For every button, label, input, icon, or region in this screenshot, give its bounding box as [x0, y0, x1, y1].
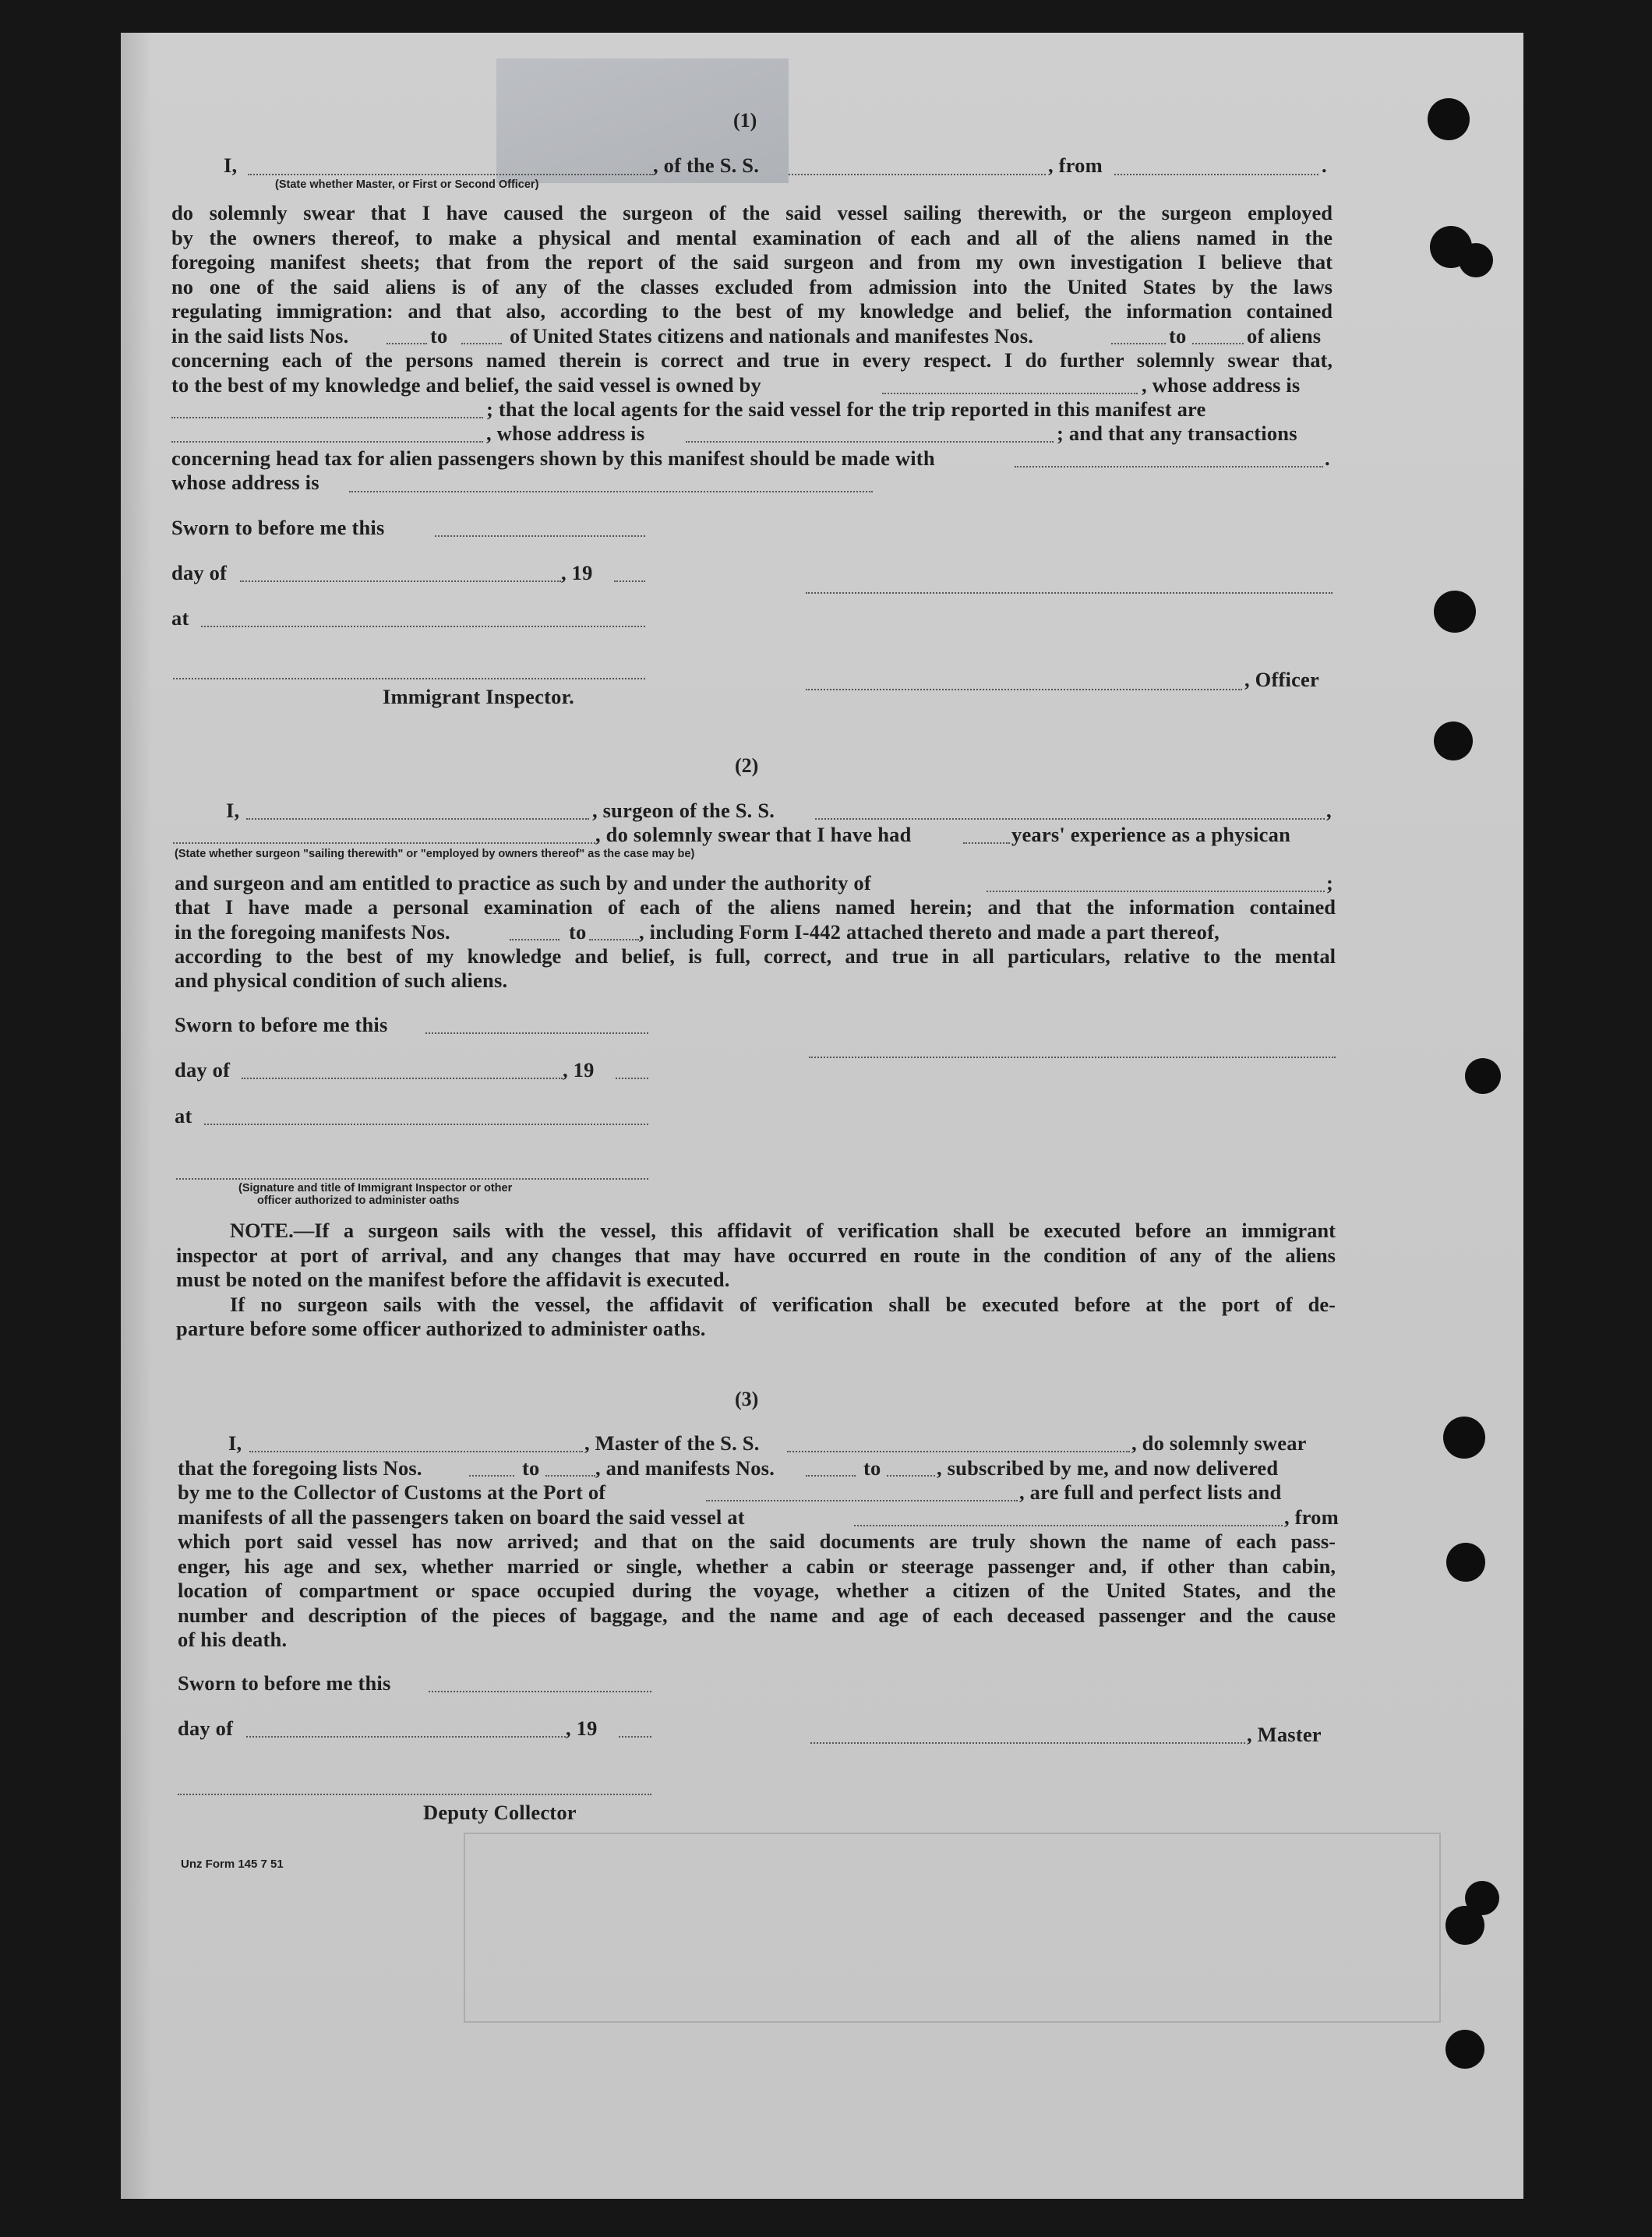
s3-master-signature-field[interactable]	[810, 1742, 1245, 1744]
s3-vessel-field[interactable]	[787, 1451, 1130, 1452]
s2-line-4: that I have made a personal examination of each of the aliens named herein; and that the information contained	[175, 895, 1336, 919]
s2-signature-note-1: (Signature and title of Immigrant Inspector or other	[238, 1182, 513, 1194]
s3-day-of: day of	[178, 1717, 234, 1740]
s3-line-8: number and description of the pieces of baggage, and the name and age of each deceased passenger and the cause	[178, 1604, 1336, 1627]
s1-i: I,	[224, 153, 238, 177]
s3-boarding-port-field[interactable]	[854, 1525, 1283, 1526]
s1-l8b: , whose address is	[1142, 373, 1301, 397]
s3-port-field[interactable]	[706, 1500, 1018, 1501]
s3-master: , Master	[1247, 1723, 1322, 1746]
s3-deputy-signature-field[interactable]	[178, 1794, 651, 1795]
s1-owner-field[interactable]	[882, 393, 1138, 394]
s1-owner-address-field[interactable]	[171, 417, 483, 418]
faded-stamp-box	[464, 1833, 1441, 2023]
page-edge-shadow	[121, 33, 152, 2199]
s2-note-line-1: NOTE.—If a surgeon sails with the vessel, this affidavit of verification shall be executed before an immigrant	[230, 1219, 1336, 1242]
s3-l4b: , from	[1284, 1505, 1339, 1529]
s1-head-tax-field[interactable]	[1015, 466, 1323, 468]
s1-l10b: ; and that any transactions	[1057, 422, 1297, 445]
s2-l1a: I,	[226, 799, 240, 822]
s2-at-field[interactable]	[204, 1124, 648, 1125]
s1-line-1: do solemnly swear that I have caused the surgeon of the said vessel sailing therewith, or the surgeon employed	[171, 201, 1333, 224]
s2-l1-end: ,	[1326, 799, 1332, 822]
punch-hole	[1459, 243, 1493, 277]
s2-inspector-signature-field[interactable]	[176, 1178, 648, 1180]
s2-authority-field[interactable]	[987, 891, 1325, 892]
s1-line-7: concerning each of the persons named therein is correct and true in every respect. I do further solemnly swear that,	[171, 348, 1333, 372]
s1-manifests-from-field[interactable]	[1111, 343, 1166, 344]
s1-l6d: to	[1169, 324, 1187, 348]
s1-sworn-field[interactable]	[435, 535, 645, 537]
s1-officer-field[interactable]	[806, 689, 1242, 690]
s1-line-5: regulating immigration: and that also, according to the best of my knowledge and belief, the information contained	[171, 299, 1333, 323]
s2-sworn-field[interactable]	[425, 1032, 648, 1034]
s3-line-7: location of compartment or space occupied during the voyage, whether a citizen of the United States, and the	[178, 1579, 1336, 1602]
s2-l2a: , do solemnly swear that I have had	[595, 823, 912, 846]
punch-hole	[1446, 1543, 1485, 1582]
s3-sworn-field[interactable]	[429, 1691, 651, 1692]
s2-l5a: in the foregoing manifests Nos.	[175, 920, 450, 944]
s2-signature-field[interactable]	[809, 1057, 1336, 1058]
punch-hole	[1428, 98, 1470, 140]
s2-at: at	[175, 1104, 192, 1127]
s2-day-field[interactable]	[242, 1078, 563, 1079]
s1-year: , 19	[561, 561, 593, 584]
s1-line-4: no one of the said aliens is of any of the classes excluded from admission into the United States by the laws	[171, 275, 1333, 298]
s1-l9: ; that the local agents for the said vessel for the trip reported in this manifest are	[486, 397, 1206, 421]
s1-period: .	[1322, 153, 1327, 177]
s3-l1b: , Master of the S. S.	[584, 1431, 760, 1455]
s2-l2b: years' experience as a physican	[1011, 823, 1291, 846]
s2-year-field[interactable]	[616, 1078, 648, 1079]
punch-hole	[1443, 1417, 1485, 1459]
s3-manifests-to-field[interactable]	[887, 1475, 935, 1477]
s2-line-7: and physical condition of such aliens.	[175, 969, 508, 992]
s2-line-6: according to the best of my knowledge and belief, is full, correct, and true in all particulars, relative to the mental	[175, 944, 1336, 968]
section-3-number: (3)	[735, 1388, 759, 1410]
s1-officer-name-field[interactable]	[248, 174, 653, 175]
s2-day-of: day of	[175, 1058, 231, 1081]
s1-l10a: , whose address is	[486, 422, 645, 445]
s1-agents-field[interactable]	[171, 441, 483, 443]
s2-years-field[interactable]	[963, 842, 1010, 844]
s1-l8a: to the best of my knowledge and belief, the said vessel is owned by	[171, 373, 761, 397]
section-1-number: (1)	[733, 109, 757, 132]
s3-l2e: , subscribed by me, and now delivered	[937, 1456, 1279, 1480]
s2-sailing-status-field[interactable]	[173, 842, 595, 844]
s2-surgeon-note: (State whether surgeon "sailing therewith" or "employed by owners thereof" as the case may be)	[175, 848, 695, 860]
form-number: Unz Form 145 7 51	[181, 1858, 284, 1871]
s2-note-line-4: If no surgeon sails with the vessel, the affidavit of verification shall be executed before at the port of de-	[230, 1293, 1336, 1316]
s3-manifests-from-field[interactable]	[806, 1475, 856, 1477]
s1-sworn: Sworn to before me this	[171, 516, 385, 539]
s3-l1c: , do solemnly swear	[1131, 1431, 1307, 1455]
s2-sworn: Sworn to before me this	[175, 1013, 388, 1036]
s1-inspector-signature-field[interactable]	[173, 678, 645, 679]
s1-head-tax-address-field[interactable]	[349, 491, 873, 492]
s2-note-line-2: inspector at port of arrival, and any changes that may have occurred en route in the condition of any of the aliens	[176, 1244, 1336, 1267]
punch-hole	[1434, 591, 1476, 633]
s1-inspector: Immigrant Inspector.	[383, 685, 574, 708]
punch-hole	[1446, 2030, 1484, 2069]
s1-lists-to-field[interactable]	[461, 343, 502, 344]
s3-master-name-field[interactable]	[249, 1451, 583, 1452]
s1-year-field[interactable]	[614, 580, 645, 582]
s1-l6b: to	[430, 324, 448, 348]
s3-year-field[interactable]	[619, 1736, 651, 1738]
s1-l11: concerning head tax for alien passengers shown by this manifest should be made with	[171, 446, 935, 470]
s2-l5b: to	[569, 920, 587, 944]
s2-l3a: and surgeon and am entitled to practice as such by and under the authority of	[175, 871, 871, 894]
s2-manifests-to-field[interactable]	[589, 939, 639, 940]
s3-lists-from-field[interactable]	[469, 1475, 514, 1477]
s3-l4a: manifests of all the passengers taken on board the said vessel at	[178, 1505, 745, 1529]
section-2-number: (2)	[735, 754, 759, 777]
s1-l12: whose address is	[171, 471, 319, 494]
s3-l3a: by me to the Collector of Customs at the Port of	[178, 1480, 606, 1504]
s3-l2b: to	[522, 1456, 540, 1480]
s1-officer: , Officer	[1244, 668, 1319, 691]
s2-surgeon-name-field[interactable]	[246, 818, 589, 820]
s1-from-field[interactable]	[1114, 174, 1318, 175]
s1-l6e: of aliens	[1247, 324, 1322, 348]
punch-hole	[1465, 1058, 1501, 1094]
s3-l2a: that the foregoing lists Nos.	[178, 1456, 422, 1480]
s3-l1a: I,	[228, 1431, 242, 1455]
s1-line-2: by the owners thereof, to make a physical and mental examination of each and all of the aliens named in the	[171, 226, 1333, 249]
s1-vessel-name-field[interactable]	[789, 174, 1046, 175]
s1-line-3: foregoing manifest sheets; that from the report of the said surgeon and from my own investigation I believe that	[171, 250, 1333, 273]
punch-hole	[1446, 1906, 1484, 1945]
s1-l6a: in the said lists Nos.	[171, 324, 349, 348]
s3-lists-to-field[interactable]	[545, 1475, 595, 1477]
s3-day-field[interactable]	[246, 1736, 566, 1738]
s2-l5c: , including Form I-442 attached thereto and made a part thereof,	[639, 920, 1220, 944]
punch-hole	[1434, 722, 1473, 760]
s1-of-ss: , of the S. S.	[653, 153, 760, 177]
s1-at-field[interactable]	[201, 626, 645, 627]
s2-signature-note-2: officer authorized to administer oaths	[257, 1194, 460, 1207]
s1-lists-from-field[interactable]	[387, 343, 427, 344]
s3-line-5: which port said vessel has now arrived; and that on the said documents are truly shown the name of each pass-	[178, 1530, 1336, 1553]
s3-line-9: of his death.	[178, 1628, 288, 1651]
s1-signature-field[interactable]	[806, 592, 1333, 594]
s2-l3-end: ;	[1326, 871, 1334, 894]
s1-officer-note: (State whether Master, or First or Second Officer)	[275, 178, 539, 191]
s2-year: , 19	[563, 1058, 595, 1081]
s1-manifests-to-field[interactable]	[1192, 343, 1244, 344]
s1-l11-end: .	[1325, 446, 1330, 470]
s1-l6c: of United States citizens and nationals and manifestes Nos.	[510, 324, 1034, 348]
s2-manifests-from-field[interactable]	[510, 939, 559, 940]
s1-day-field[interactable]	[240, 580, 561, 582]
s3-l2d: to	[863, 1456, 881, 1480]
s2-note-line-3: must be noted on the manifest before the affidavit is executed.	[176, 1268, 730, 1291]
s3-year: , 19	[566, 1717, 598, 1740]
s1-day-of: day of	[171, 561, 228, 584]
s2-vessel-field[interactable]	[815, 818, 1325, 820]
s3-deputy: Deputy Collector	[423, 1801, 577, 1824]
s3-l2c: , and manifests Nos.	[595, 1456, 775, 1480]
s2-note-line-5: parture before some officer authorized to administer oaths.	[176, 1317, 706, 1340]
s1-from: , from	[1048, 153, 1103, 177]
s3-line-6: enger, his age and sex, whether married or single, whether a cabin or steerage passenger and, if other than cabin,	[178, 1554, 1336, 1578]
s3-sworn: Sworn to before me this	[178, 1671, 391, 1695]
s1-at: at	[171, 606, 189, 630]
s1-agents-address-field[interactable]	[686, 441, 1054, 443]
s2-l1b: , surgeon of the S. S.	[592, 799, 775, 822]
s3-l3b: , are full and perfect lists and	[1019, 1480, 1282, 1504]
